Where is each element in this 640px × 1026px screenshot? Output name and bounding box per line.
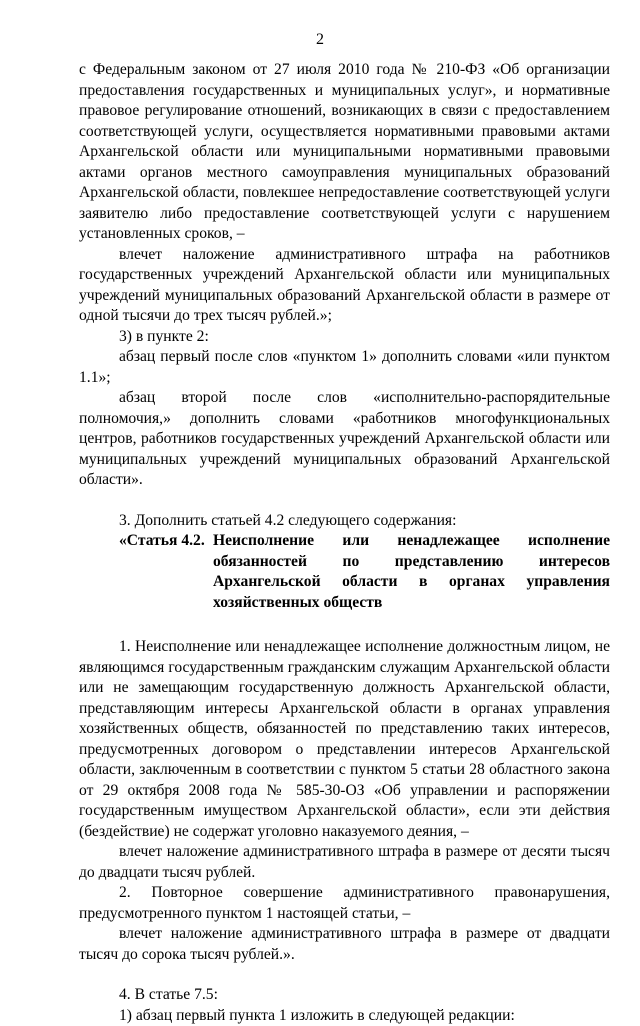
paragraph: абзац второй после слов «исполнительно-распорядительные полномочия,» дополнить словами «работников многофункциональных центров, работников государственных учреждений Архангельской области или муниципальных учреждений муниципальных образований Архангельской области». xyxy=(79,388,610,491)
paragraph: 3. Дополнить статьей 4.2 следующего содержания: xyxy=(79,511,610,532)
article-paragraph: 1. Неисполнение или ненадлежащее исполнение должностным лицом, не являющимся государственным гражданским служащим Архангельской области или не замещающим государственную должность Архангельской области, представляющим интересы Архангельской области в органах управления хозяйственных обществ, обязанностей по представлению таких интересов, предусмотренных договором о представлении интересов Архангельской области, заключенным в соответствии с пунктом 5 статьи 28 областного закона от 29 октября 2008 года № 585-30-ОЗ «Об управлении и распоряжении государственным имуществом Архангельской области», если эти действия (бездействие) не содержат уголовно наказуемого деяния, – xyxy=(79,637,610,842)
page-number: 2 xyxy=(0,30,640,51)
paragraph: 3) в пункте 2: xyxy=(79,327,610,348)
paragraph: 1) абзац первый пункта 1 изложить в следующей редакции: xyxy=(79,1006,610,1026)
article-paragraph: 2. Повторное совершение административного правонарушения, предусмотренного пунктом 1 настоящей статьи, – xyxy=(79,883,610,924)
paragraph: абзац первый после слов «пунктом 1» дополнить словами «или пунктом 1.1»; xyxy=(79,347,610,388)
article-label: «Статья 4.2. xyxy=(79,531,213,552)
article-title: Неисполнение или ненадлежащее исполнение обязанностей по представлению интересов Архангельской области в органах управления хозяйственных обществ xyxy=(213,531,610,613)
paragraph: с Федеральным законом от 27 июля 2010 года № 210-ФЗ «Об организации предоставления государственных и муниципальных услуг», и нормативные правовое регулирование отношений, возникающих в связи с предоставлением соответствующей услуги, осуществляется нормативными правовыми актами Архангельской области или муниципальными нормативными правовыми актами органов местного самоуправления муниципальных образований Архангельской области, повлекшее непредоставление соответствующей услуги заявителю либо предоставление соответствующей услуги с нарушением установленных сроков, – xyxy=(79,60,610,245)
article-heading xyxy=(79,531,610,613)
document-body xyxy=(79,60,610,1026)
paragraph: влечет наложение административного штрафа на работников государственных учреждений Архангельской области или муниципальных учреждений муниципальных образований Архангельской области в размере от одной тысячи до трех тысяч рублей.»; xyxy=(79,245,610,327)
paragraph: 4. В статье 7.5: xyxy=(79,985,610,1006)
article-paragraph: влечет наложение административного штрафа в размере от десяти тысяч до двадцати тысяч рублей. xyxy=(79,842,610,883)
article-paragraph: влечет наложение административного штрафа в размере от двадцати тысяч до сорока тысяч рублей.». xyxy=(79,924,610,965)
